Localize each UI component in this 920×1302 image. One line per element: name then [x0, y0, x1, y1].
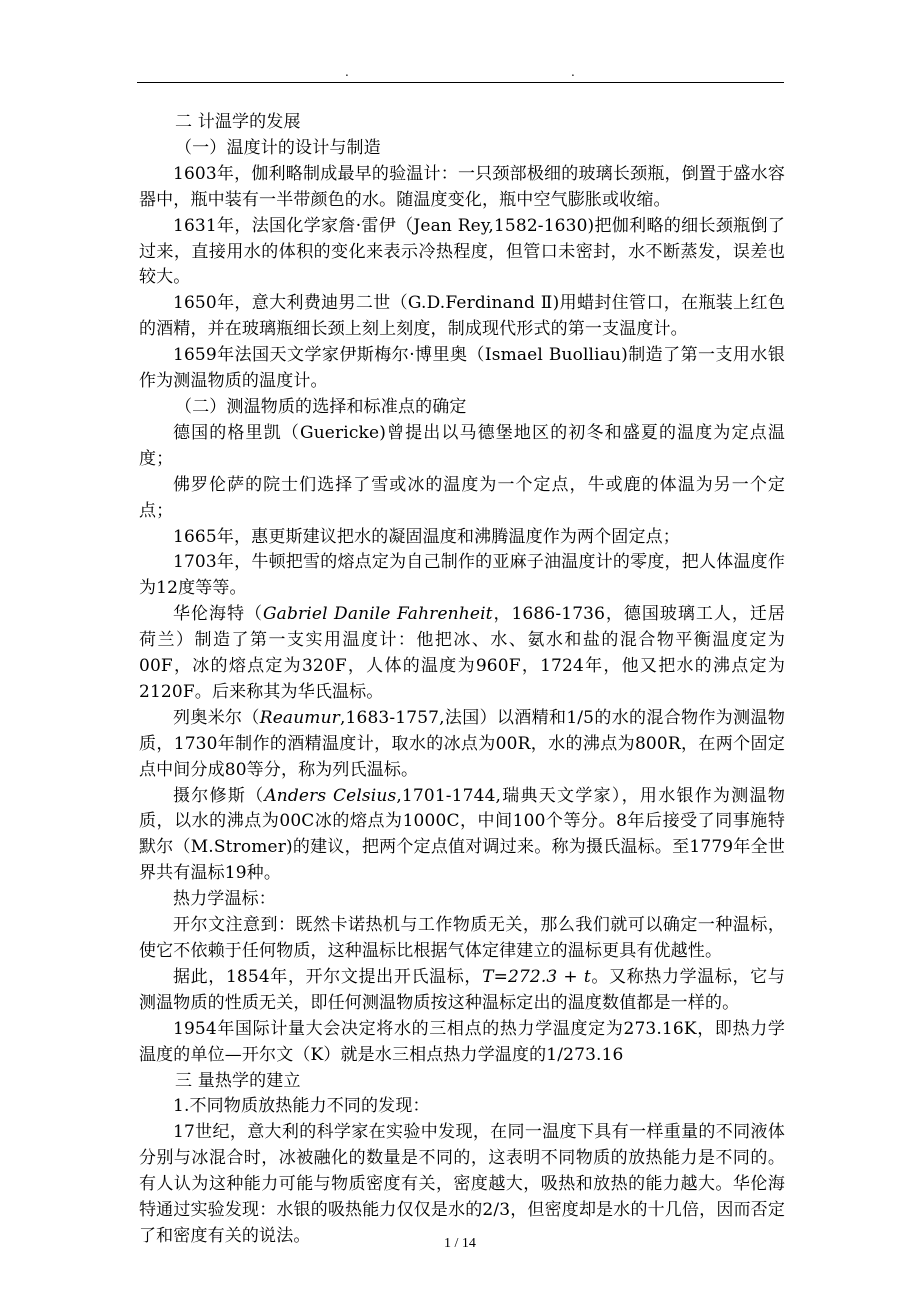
subsection-heading: （二）测温物质的选择和标准点的确定: [175, 396, 467, 417]
header-dot-right: .: [571, 65, 575, 79]
paragraph-1603: 1603年，伽利略制成最早的验温计：一只颈部极细的玻璃长颈瓶，倒置于盛水容器中，瓶中装有一半带颜色的水。随温度变化，瓶中空气膨胀或收缩。: [139, 163, 785, 210]
section-heading: 二 计温学的发展: [175, 112, 301, 132]
paragraph-1954: 1954年国际计量大会决定将水的三相点的热力学温度定为273.16K，即热力学温度的单位—开尔文（K）就是水三相点热力学温度的1/273.16: [139, 1018, 785, 1065]
paragraph-guericke: 德国的格里凯（Guericke)曾提出以马德堡地区的初冬和盛夏的温度为定点温度；: [139, 422, 785, 469]
fahrenheit-name: Gabriel Danile Fahrenheit: [262, 604, 493, 625]
fahrenheit-before: 华伦海特（: [173, 604, 263, 625]
paragraph-1631: 1631年，法国化学家詹·雷伊（Jean Rey,1582-1630)把伽利略的细长颈瓶倒了过来，直接用水的体积的变化来表示冷热程度，但管口未密封，水不断蒸发，误差也较大。: [139, 215, 785, 288]
subsection-heading: 1.不同物质放热能力不同的发现：: [173, 1096, 430, 1117]
kelvin-after: 。又称热力学温标，它与测温物质的性质无关，即任何测温物质按这种温标定出的温度数值都是一样的。: [139, 966, 785, 1013]
paragraph-reaumur: [139, 706, 785, 784]
celsius-before: 摄尔修斯（: [173, 785, 265, 806]
celsius-after: ,1701-1744,瑞典天文学家），用水银作为测温物质，以水的沸点为00C冰的熔点为1000C，中间100个等分。8年后接受了同事施特默尔（M.Stromer)的建议，把两个定点值对调过来。称为摄氏温标。至1779年全世界共有温标19种。: [139, 785, 785, 884]
document-body: [139, 110, 785, 1250]
paragraph-17th-century: 17世纪，意大利的科学家在实验中发现，在同一温度下具有一样重量的不同液体分别与冰混合时，冰被融化的数量是不同的，这表明不同物质的放热能力是不同的。有人认为这种能力可能与物质密度有关，密度越大，吸热和放热的能力越大。华伦海特通过实验发现：水银的吸热能力仅仅是水的2/3，但密度却是水的十几倍，因而否定了和密度有关的说法。: [139, 1122, 785, 1246]
paragraph-kelvin-scale: [139, 965, 785, 1017]
subsection-heading: （一）温度计的设计与制造: [175, 137, 381, 158]
thermodynamic-heading: 热力学温标：: [173, 889, 276, 910]
paragraph-1650: 1650年，意大利费迪男二世（G.D.Ferdinand Ⅱ)用蜡封住管口，在瓶装上红色的酒精，并在玻璃瓶细长颈上刻上刻度，制成现代形式的第一支温度计。: [139, 293, 785, 340]
page-number: 1 / 14: [444, 1236, 476, 1251]
reaumur-before: 列奥米尔（: [173, 707, 260, 728]
reaumur-name: Reaumur: [259, 707, 340, 728]
paragraph-1703: 1703年，牛顿把雪的熔点定为自己制作的亚麻子油温度计的零度，把人体温度作为12度等等。: [139, 552, 785, 599]
kelvin-before: 据此，1854年，开尔文提出开氏温标，: [173, 966, 483, 987]
paragraph-celsius: [139, 784, 785, 888]
reaumur-after: ,1683-1757,法国）以酒精和1/5的水的混合物作为测温物质，1730年制作的酒精温度计，取水的冰点为00R，水的沸点为800R，在两个固定点中间分成80等分，称为列氏温标。: [139, 707, 785, 780]
paragraph-1665: 1665年，惠更斯建议把水的凝固温度和沸腾温度作为两个固定点；: [173, 526, 680, 547]
kelvin-formula: T=272.3 + t: [482, 966, 591, 987]
paragraph-kelvin: 开尔文注意到：既然卡诺热机与工作物质无关，那么我们就可以确定一种温标，使它不依赖于任何物质，这种温标比根据气体定律建立的温标更具有优越性。: [139, 915, 785, 961]
header-rule: [137, 82, 784, 83]
header-dot-left: .: [345, 65, 349, 79]
paragraph-1659: 1659年法国天文学家伊斯梅尔·博里奥（Ismael Buolliau)制造了第一支用水银作为测温物质的温度计。: [139, 345, 785, 392]
section-heading: 三 量热学的建立: [175, 1070, 301, 1091]
fahrenheit-after: ，1686-1736，德国玻璃工人，迁居荷兰）制造了第一支实用温度计：他把冰、水、氨水和盐的混合物平衡温度定为00F，冰的熔点定为320F，人体的温度为960F，1724年，他又把水的沸点定为2120F。后来称其为华氏温标。: [139, 604, 785, 702]
celsius-name: Anders Celsius: [264, 785, 397, 806]
paragraph-fahrenheit: [139, 602, 785, 706]
paragraph-florence: 佛罗伦萨的院士们选择了雪或冰的温度为一个定点，牛或鹿的体温为另一个定点；: [139, 474, 785, 521]
